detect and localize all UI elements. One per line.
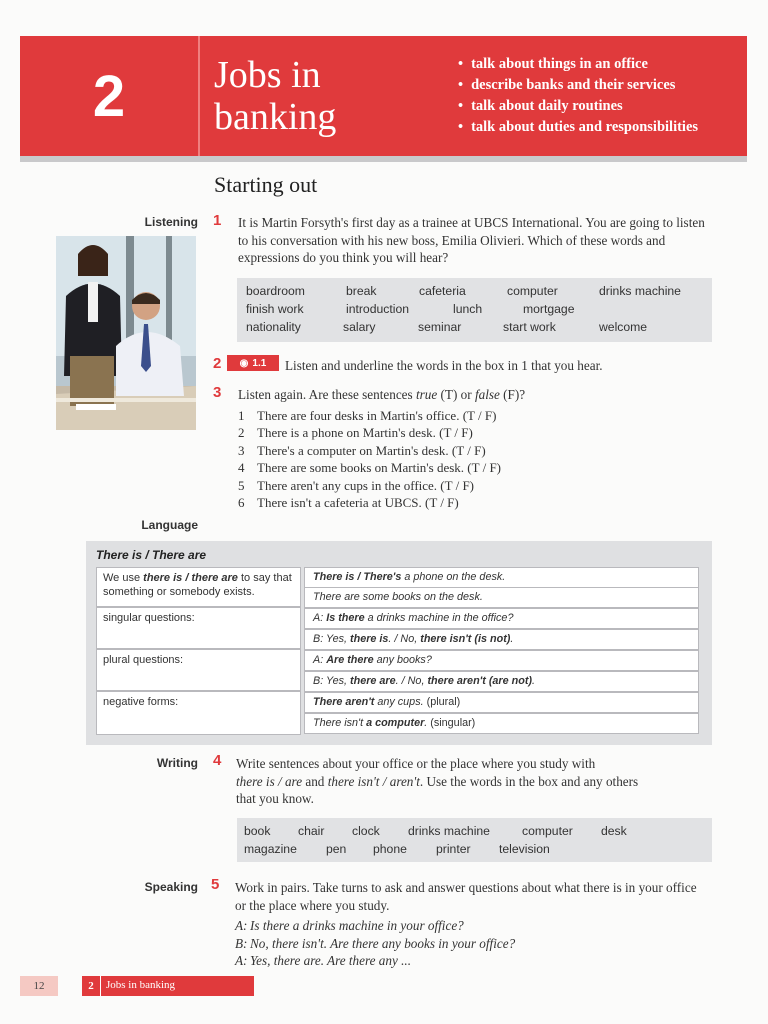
dialogue-text: Is there a drinks machine in your office? <box>250 918 464 933</box>
word-box-item: magazine <box>244 842 297 856</box>
ex3-intro-text: (T) or <box>437 387 475 402</box>
exercise-number-2: 2 <box>213 355 222 372</box>
item-text: There are four desks in Martin's office. (T / F) <box>257 408 497 423</box>
footer-unit-number: 2 <box>82 976 101 996</box>
grammar-key: there aren't (are not) <box>427 675 533 687</box>
grammar-key: there isn't (is not) <box>420 633 511 645</box>
grammar-text: . <box>510 633 514 645</box>
grammar-key: a computer <box>366 717 425 729</box>
objective-item: • describe banks and their services <box>458 75 758 96</box>
grammar-example-row <box>304 713 699 734</box>
dialogue-line <box>235 952 515 970</box>
item-number: 5 <box>238 477 245 493</box>
grammar-text: B: Yes, <box>313 633 351 645</box>
exercise4-instructions <box>236 755 716 808</box>
word-box-item: mortgage <box>523 302 575 316</box>
header-rule <box>20 156 747 162</box>
ex4-line: that you know. <box>236 791 314 806</box>
label-listening: Listening <box>144 215 198 229</box>
item-text: There isn't a cafeteria at UBCS. (T / F) <box>257 495 459 511</box>
audio-track-icon[interactable] <box>227 355 279 371</box>
grammar-text: any books? <box>373 654 432 666</box>
item-number: 2 <box>238 425 245 441</box>
grammar-text: to say that something or somebody exists. <box>103 572 292 598</box>
grammar-text: There isn't <box>313 717 367 729</box>
list-item <box>238 442 501 459</box>
word-box-item: nationality <box>246 320 301 334</box>
word-box-item: phone <box>373 842 407 856</box>
exercise-number-3: 3 <box>213 384 222 401</box>
grammar-plural-cell: plural questions: <box>96 649 301 691</box>
grammar-tag: (singular) <box>430 717 476 729</box>
grammar-text: . <box>532 675 536 687</box>
word-box-item: cafeteria <box>419 284 466 298</box>
grammar-example-row: There are some books on the desk. <box>304 587 699 608</box>
word-box-item: drinks machine <box>408 824 490 838</box>
list-item <box>238 459 501 476</box>
header-divider <box>198 36 200 156</box>
ex4-line: Write sentences about your office or the place where you study with <box>236 756 596 771</box>
word-box-item: printer <box>436 842 471 856</box>
list-item <box>238 407 501 424</box>
grammar-example-row <box>304 608 699 629</box>
grammar-tag: (plural) <box>426 696 461 708</box>
office-photo <box>56 236 196 430</box>
exercise2-instructions: Listen and underline the words in the box in 1 that you hear. <box>285 358 603 373</box>
grammar-title: There is / There are <box>96 548 207 562</box>
item-text: There are some books on Martin's desk. (T / F) <box>257 460 501 476</box>
page-number: 12 <box>20 976 58 996</box>
grammar-use-cell <box>96 567 301 607</box>
exercise-number-4: 4 <box>213 752 222 769</box>
chapter-title-line1: Jobs in <box>214 54 321 96</box>
grammar-text: . / No, <box>395 675 428 687</box>
word-box-item: salary <box>343 320 376 334</box>
item-number: 6 <box>238 495 245 511</box>
grammar-text: A: <box>313 612 327 624</box>
list-item <box>238 424 501 441</box>
list-item <box>238 494 501 511</box>
grammar-text: B: Yes, <box>313 675 351 687</box>
word-box-ex4 <box>237 818 712 862</box>
exercise1-instructions: It is Martin Forsyth's first day as a trainee at UBCS International. You are going to listen to his conversation with his new boss, Emilia Olivieri. Which of these words and expressions do you think you will hear? <box>238 215 705 265</box>
word-box-item: break <box>346 284 377 298</box>
grammar-text: . / No, <box>388 633 421 645</box>
word-box-ex1 <box>237 278 712 342</box>
word-box-item: pen <box>326 842 347 856</box>
item-number: 4 <box>238 460 245 476</box>
item-text: There aren't any cups in the office. (T / F) <box>257 477 475 493</box>
ex3-false-word: false <box>474 387 500 402</box>
speaker-label: B: <box>235 935 248 951</box>
ex4-italic: there isn't / aren't <box>327 773 420 789</box>
grammar-text: a phone on the desk. <box>401 571 506 583</box>
ex3-intro-text: Listen again. Are these sentences <box>238 387 416 402</box>
grammar-text: a drinks machine in the office? <box>364 612 514 624</box>
word-box-item: lunch <box>453 302 483 316</box>
word-box-item: book <box>244 824 271 838</box>
grammar-example-row <box>304 629 699 650</box>
chapter-header <box>20 36 747 156</box>
grammar-key: Are there <box>326 654 374 666</box>
speaker-label: A: <box>235 918 248 933</box>
footer-unit-title: Jobs in banking <box>106 979 176 991</box>
word-box-item: drinks machine <box>599 284 681 298</box>
grammar-text: A: <box>313 654 327 666</box>
word-box-item: television <box>499 842 550 856</box>
grammar-negative-cell: negative forms: <box>96 691 301 735</box>
word-box-item: start work <box>503 320 556 334</box>
word-box-item: introduction <box>346 302 410 316</box>
objectives-list <box>458 54 758 138</box>
dialogue-text: Yes, there are. Are there any ... <box>250 953 412 968</box>
true-false-list <box>238 407 501 511</box>
item-number: 3 <box>238 442 245 458</box>
section-title: Starting out <box>214 172 318 197</box>
footer-unit-bar <box>82 976 254 996</box>
grammar-key: there is / there are <box>143 572 238 584</box>
word-box-item: boardroom <box>246 284 305 298</box>
dialogue-line <box>235 917 515 935</box>
grammar-text: We use <box>103 572 144 584</box>
ex3-intro-text: (F)? <box>499 387 526 402</box>
label-writing: Writing <box>156 756 198 770</box>
grammar-example-row <box>304 650 699 671</box>
exercise-number-1: 1 <box>213 212 222 229</box>
grammar-key: There is / There's <box>313 571 402 583</box>
chapter-title <box>214 54 444 138</box>
exercise3-instructions <box>238 386 525 404</box>
item-number: 1 <box>238 408 245 423</box>
exercise-number-5: 5 <box>211 876 220 893</box>
example-dialogue <box>235 917 515 970</box>
list-item <box>238 477 501 494</box>
chapter-title-line2: banking <box>214 96 337 138</box>
grammar-example-row <box>304 671 699 692</box>
grammar-key: there is <box>350 633 389 645</box>
audio-track-label: 1.1 <box>252 357 267 369</box>
ex4-italic: there is / are <box>236 773 303 789</box>
dialogue-text: No, there isn't. Are there any books in your office? <box>250 935 516 951</box>
grammar-example-row <box>304 692 699 713</box>
item-text: There is a phone on Martin's desk. (T / F) <box>257 425 473 441</box>
grammar-box <box>86 541 712 745</box>
grammar-example-row <box>304 567 699 588</box>
cd-icon: ◉ <box>239 357 249 369</box>
objective-item: • talk about daily routines <box>458 96 758 117</box>
objective-item: • talk about duties and responsibilities <box>458 117 758 138</box>
ex4-text: . Use the words in the box and any others <box>419 773 639 789</box>
grammar-text: any cups. <box>374 696 427 708</box>
grammar-key: There aren't <box>313 696 375 708</box>
ex4-line <box>236 773 716 791</box>
word-box-item: computer <box>522 824 573 838</box>
dialogue-line <box>235 935 515 953</box>
chapter-number: 2 <box>92 63 126 129</box>
ex4-text: and <box>302 773 328 789</box>
objective-item: • talk about things in an office <box>458 54 758 75</box>
grammar-key: there are <box>350 675 396 687</box>
photo-illustration <box>56 236 196 430</box>
word-box-item: welcome <box>599 320 648 334</box>
word-box-item: finish work <box>246 302 304 316</box>
label-language: Language <box>141 518 198 532</box>
word-box-item: computer <box>507 284 558 298</box>
label-speaking: Speaking <box>144 880 198 894</box>
word-box-item: desk <box>601 824 627 838</box>
ex3-true-word: true <box>415 387 438 402</box>
word-box-item: chair <box>298 824 325 838</box>
word-box-item: seminar <box>418 320 462 334</box>
grammar-singular-cell: singular questions: <box>96 607 301 649</box>
grammar-text: . <box>424 717 431 729</box>
grammar-key: Is there <box>326 612 365 624</box>
speaker-label: A: <box>235 953 248 968</box>
exercise5-instructions: Work in pairs. Take turns to ask and answer questions about what there is in your office or the place where you study. <box>235 880 697 913</box>
item-text: There's a computer on Martin's desk. (T / F) <box>257 442 486 458</box>
word-box-item: clock <box>352 824 380 838</box>
